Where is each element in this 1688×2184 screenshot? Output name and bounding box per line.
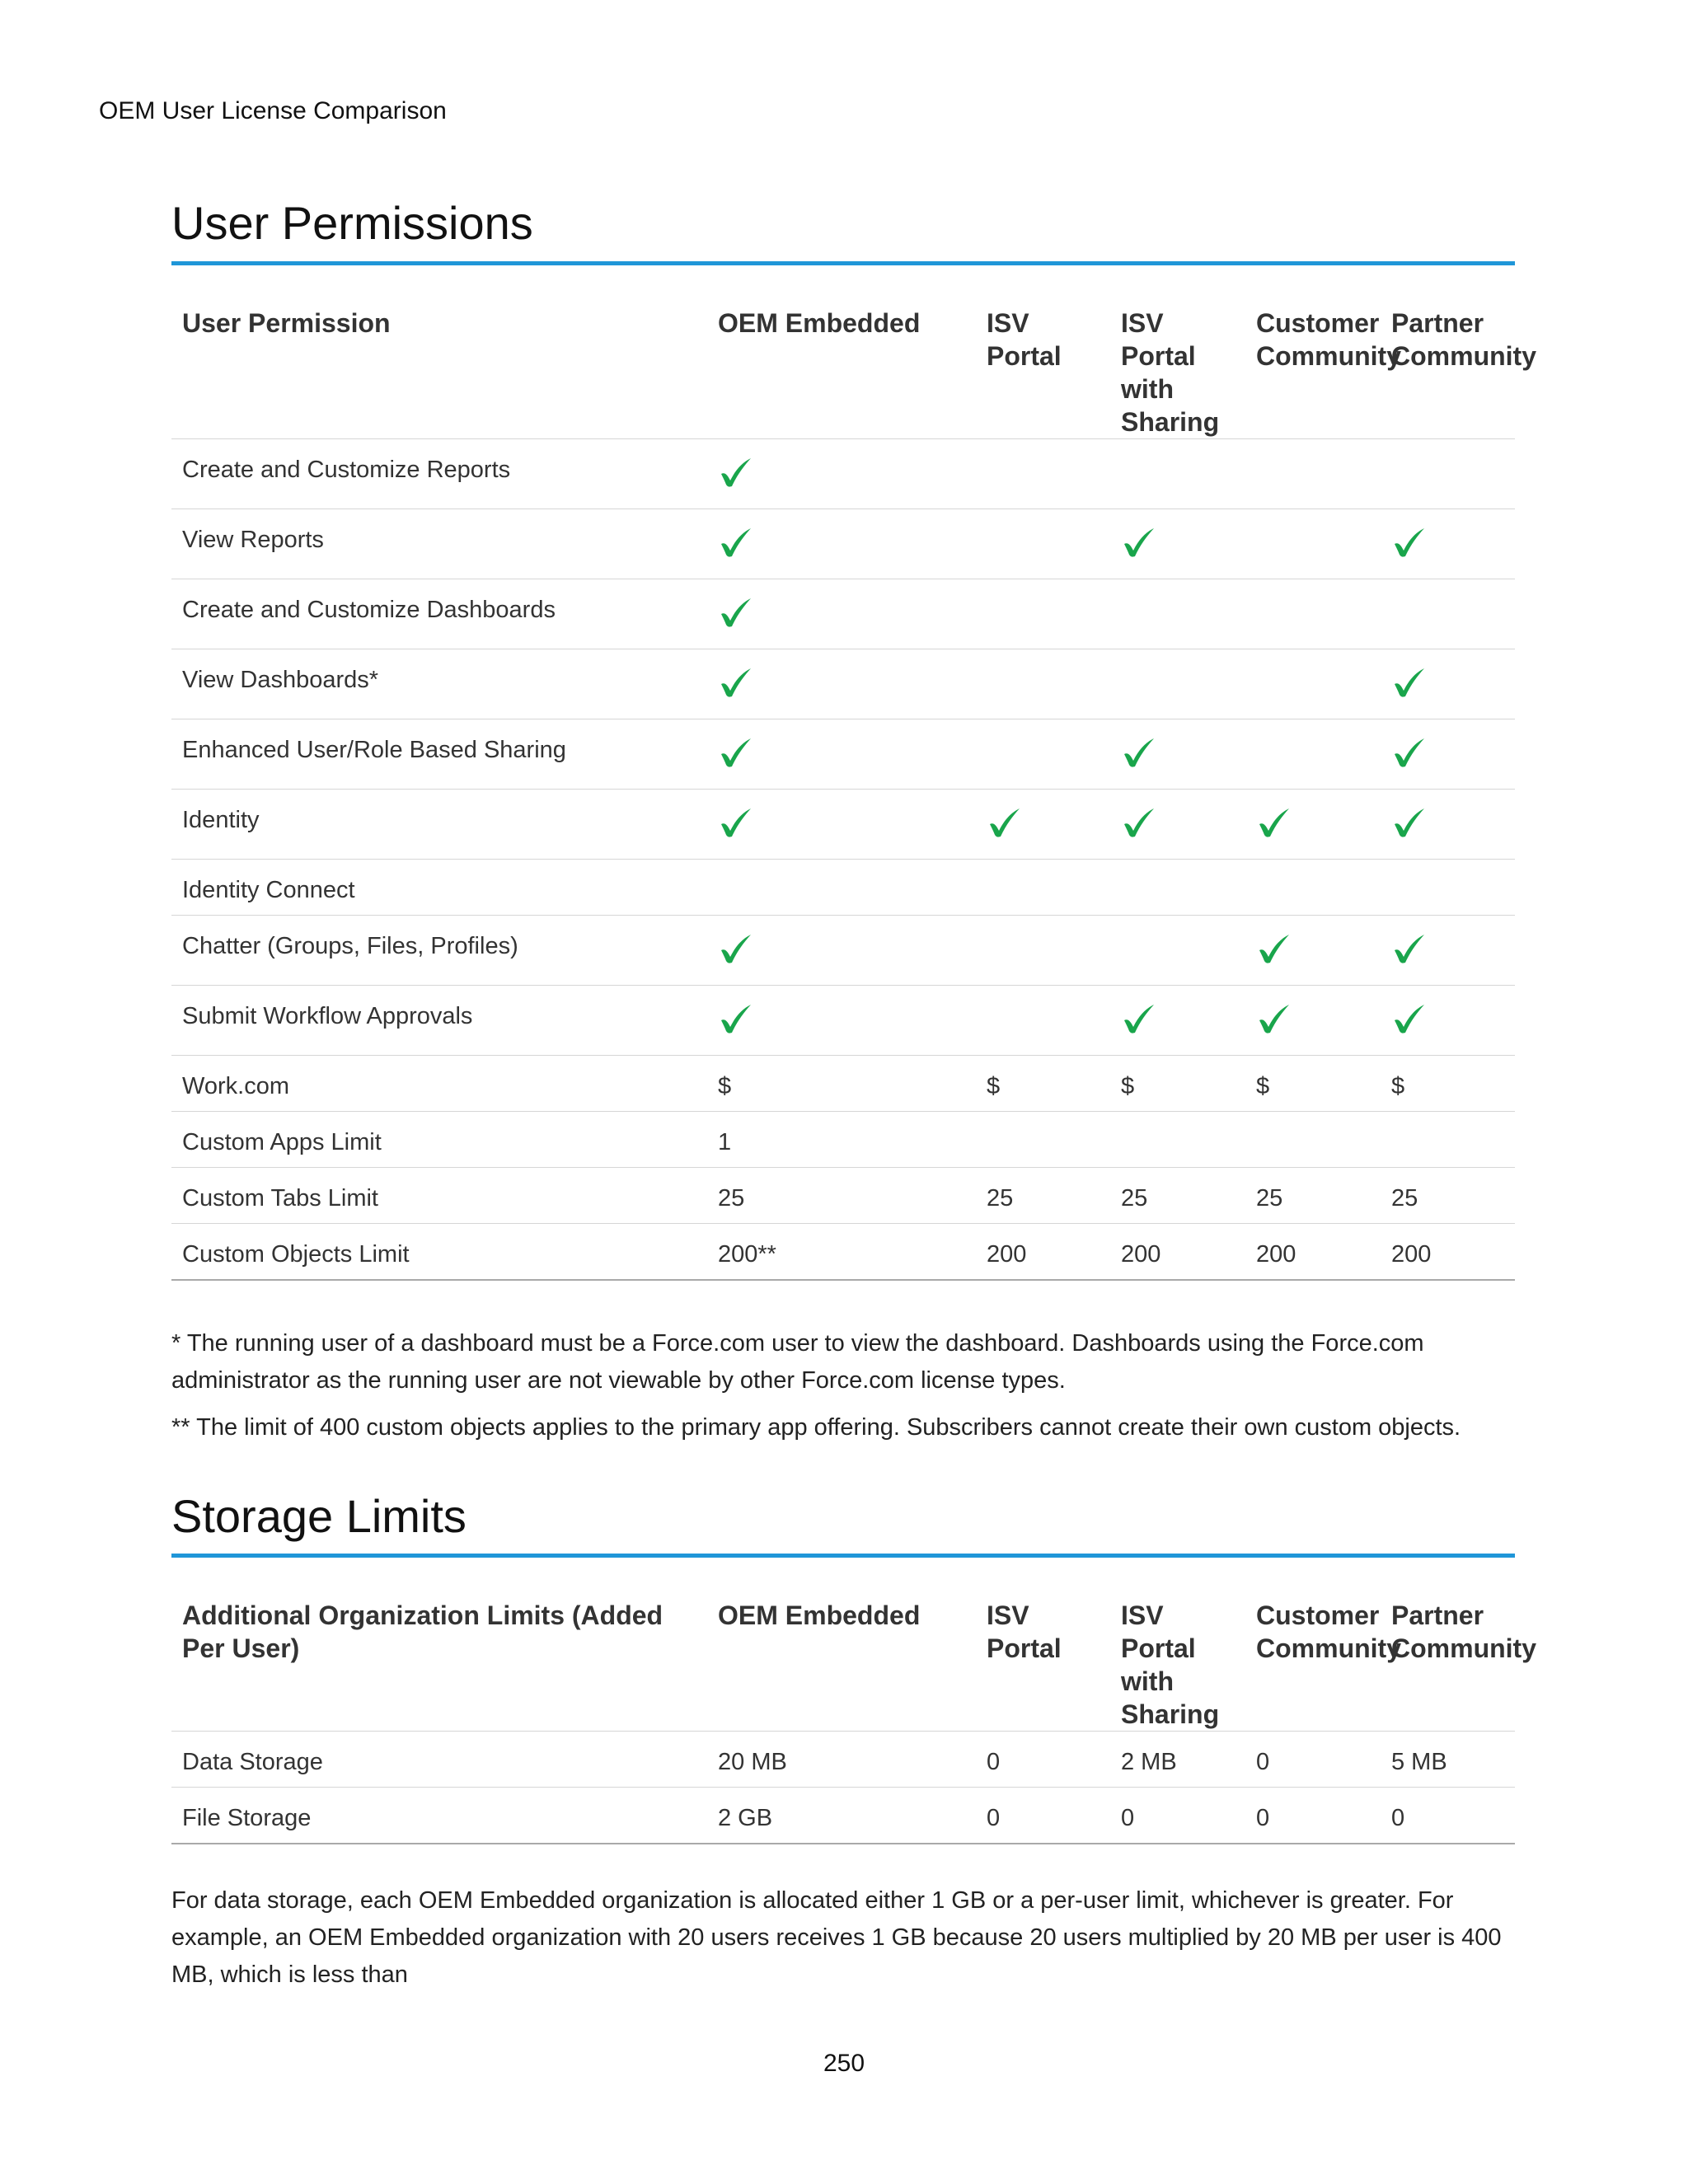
column-header: Customer Community <box>1256 1601 1401 1663</box>
column-header: ISV Portal with Sharing <box>1121 1601 1220 1729</box>
table-cell-check <box>707 579 976 649</box>
table-cell: 0 <box>1121 1805 1135 1831</box>
checkmark-icon <box>1391 806 1428 839</box>
table-cell <box>1110 916 1245 986</box>
body-paragraph: For data storage, each OEM Embedded organization is allocated either 1 GB or a per-user limit, whichever is greater. For example, an OEM Embedded organization with 20 users receives 1 GB because 20 users multiplied by 20 MB per user is 400 MB, which is less than <box>171 1887 1502 1988</box>
table-cell-check <box>1381 719 1515 790</box>
table-cell: 25 <box>718 1185 745 1212</box>
section-rule <box>171 261 1515 265</box>
checkmark-icon <box>987 806 1023 839</box>
table-cell: $ <box>1256 1073 1270 1099</box>
row-label: Identity <box>182 807 260 833</box>
row-label: Custom Objects Limit <box>182 1241 410 1268</box>
table-cell: 200** <box>718 1241 776 1268</box>
table-cell-check <box>707 790 976 860</box>
row-label: Create and Customize Reports <box>182 457 511 483</box>
table-cell-check <box>707 916 976 986</box>
table-cell-check <box>1381 790 1515 860</box>
checkmark-icon <box>718 806 754 839</box>
table-cell: 0 <box>1256 1805 1270 1831</box>
user-permissions-table <box>171 307 1536 1281</box>
table-cell <box>976 649 1110 719</box>
table-cell-check <box>707 986 976 1056</box>
checkmark-icon <box>1121 1002 1157 1035</box>
table-cell <box>1110 649 1245 719</box>
table-cell: 2 MB <box>1121 1749 1177 1775</box>
row-label: Data Storage <box>182 1749 323 1775</box>
table-cell <box>976 916 1110 986</box>
table-cell-check <box>1110 986 1245 1056</box>
table-cell <box>1245 579 1381 649</box>
checkmark-icon <box>718 666 754 699</box>
table-cell: 0 <box>987 1749 1001 1775</box>
table-header-row <box>171 1599 1515 1732</box>
table-cell-check <box>1245 986 1381 1056</box>
checkmark-icon <box>718 736 754 769</box>
column-header: OEM Embedded <box>718 308 921 338</box>
table-row <box>171 719 1515 790</box>
row-label: Custom Apps Limit <box>182 1129 382 1155</box>
table-row <box>171 1112 1515 1168</box>
table-cell: 200 <box>1121 1241 1161 1268</box>
table-cell: $ <box>1121 1073 1135 1099</box>
table-row <box>171 916 1515 986</box>
table-cell: $ <box>987 1073 1001 1099</box>
table-cell: $ <box>718 1073 732 1099</box>
table-cell <box>1110 1112 1245 1168</box>
column-header: User Permission <box>182 308 391 338</box>
table-cell <box>976 579 1110 649</box>
table-cell <box>976 986 1110 1056</box>
row-label: View Dashboards* <box>182 667 379 693</box>
column-header: ISV Portal <box>987 308 1062 371</box>
table-cell: 1 <box>718 1129 732 1155</box>
table-row <box>171 509 1515 579</box>
table-cell <box>976 439 1110 509</box>
table-row <box>171 1056 1515 1112</box>
column-header: Additional Organization Limits (Added Per User) <box>182 1601 663 1663</box>
table-row <box>171 860 1515 916</box>
table-cell: 5 MB <box>1391 1749 1447 1775</box>
table-cell: 200 <box>1256 1241 1296 1268</box>
table-cell <box>1110 439 1245 509</box>
checkmark-icon <box>718 456 754 489</box>
table-cell: 200 <box>987 1241 1027 1268</box>
table-cell <box>1381 860 1515 916</box>
row-label: Custom Tabs Limit <box>182 1185 378 1212</box>
table-cell: 200 <box>1391 1241 1432 1268</box>
table-cell: 25 <box>987 1185 1014 1212</box>
table-row <box>171 649 1515 719</box>
table-cell <box>1245 719 1381 790</box>
table-cell <box>1245 509 1381 579</box>
table-row <box>171 1732 1515 1788</box>
table-cell <box>1245 649 1381 719</box>
table-cell: 0 <box>1391 1805 1405 1831</box>
checkmark-icon <box>718 526 754 559</box>
footnote-single-asterisk: * The running user of a dashboard must be a Force.com user to view the dashboard. Dashboards using the Force.com administrator as the running user are not viewable by other Force.com license types. <box>171 1330 1424 1394</box>
checkmark-icon <box>718 596 754 629</box>
section-rule <box>171 1554 1515 1558</box>
table-cell <box>1381 579 1515 649</box>
table-cell-check <box>707 649 976 719</box>
row-label: Enhanced User/Role Based Sharing <box>182 737 566 763</box>
table-cell <box>976 509 1110 579</box>
row-label: Identity Connect <box>182 877 355 903</box>
table-cell: 0 <box>987 1805 1001 1831</box>
table-cell: 25 <box>1256 1185 1283 1212</box>
table-row <box>171 1788 1515 1844</box>
table-cell: 2 GB <box>718 1805 773 1831</box>
checkmark-icon <box>1256 806 1292 839</box>
page-number: 250 <box>823 2050 865 2077</box>
table-row <box>171 790 1515 860</box>
table-cell-check <box>707 719 976 790</box>
table-cell-check <box>1381 649 1515 719</box>
section-title-user-permissions: User Permissions <box>171 197 533 249</box>
table-cell-check <box>1245 790 1381 860</box>
row-label: File Storage <box>182 1805 312 1831</box>
table-cell <box>1245 1112 1381 1168</box>
table-cell: $ <box>1391 1073 1405 1099</box>
checkmark-icon <box>1121 526 1157 559</box>
column-header: ISV Portal <box>987 1601 1062 1663</box>
table-cell <box>1381 439 1515 509</box>
checkmark-icon <box>1391 1002 1428 1035</box>
footnote-double-asterisk: ** The limit of 400 custom objects applies to the primary app offering. Subscribers cannot create their own custom objects. <box>171 1414 1461 1441</box>
table-cell: 25 <box>1391 1185 1418 1212</box>
table-cell <box>1110 860 1245 916</box>
table-cell: 0 <box>1256 1749 1270 1775</box>
row-label: Create and Customize Dashboards <box>182 597 556 623</box>
column-header: ISV Portal with Sharing <box>1121 308 1220 437</box>
checkmark-icon <box>1391 526 1428 559</box>
checkmark-icon <box>1121 736 1157 769</box>
table-cell-check <box>1381 986 1515 1056</box>
checkmark-icon <box>718 932 754 965</box>
column-header: Partner Community <box>1391 308 1536 371</box>
running-head: OEM User License Comparison <box>99 97 447 124</box>
table-cell-check <box>1381 509 1515 579</box>
table-cell <box>1245 439 1381 509</box>
column-header: Partner Community <box>1391 1601 1536 1663</box>
table-cell <box>976 860 1110 916</box>
table-cell <box>976 719 1110 790</box>
row-label: Work.com <box>182 1073 289 1099</box>
row-label: View Reports <box>182 527 324 553</box>
table-row <box>171 439 1515 509</box>
checkmark-icon <box>718 1002 754 1035</box>
table-cell <box>1381 1112 1515 1168</box>
table-row <box>171 986 1515 1056</box>
table-row <box>171 1224 1515 1280</box>
checkmark-icon <box>1391 736 1428 769</box>
table-cell-check <box>1110 790 1245 860</box>
table-row <box>171 1168 1515 1224</box>
table-cell <box>1110 579 1245 649</box>
section-title-storage-limits: Storage Limits <box>171 1490 467 1542</box>
row-label: Chatter (Groups, Files, Profiles) <box>182 933 518 959</box>
table-row <box>171 579 1515 649</box>
checkmark-icon <box>1391 932 1428 965</box>
table-cell <box>707 860 976 916</box>
table-cell-check <box>707 439 976 509</box>
table-cell <box>1245 860 1381 916</box>
table-cell-check <box>707 509 976 579</box>
table-cell-check <box>1245 916 1381 986</box>
checkmark-icon <box>1256 1002 1292 1035</box>
checkmark-icon <box>1391 666 1428 699</box>
column-header: OEM Embedded <box>718 1601 921 1630</box>
checkmark-icon <box>1256 932 1292 965</box>
table-cell: 25 <box>1121 1185 1148 1212</box>
table-cell <box>976 1112 1110 1168</box>
table-cell: 20 MB <box>718 1749 787 1775</box>
table-cell-check <box>1381 916 1515 986</box>
column-header: Customer Community <box>1256 308 1401 371</box>
row-label: Submit Workflow Approvals <box>182 1003 473 1029</box>
storage-limits-table <box>171 1599 1536 1844</box>
table-cell-check <box>1110 509 1245 579</box>
table-cell-check <box>976 790 1110 860</box>
table-header-row <box>171 307 1515 439</box>
table-cell-check <box>1110 719 1245 790</box>
checkmark-icon <box>1121 806 1157 839</box>
